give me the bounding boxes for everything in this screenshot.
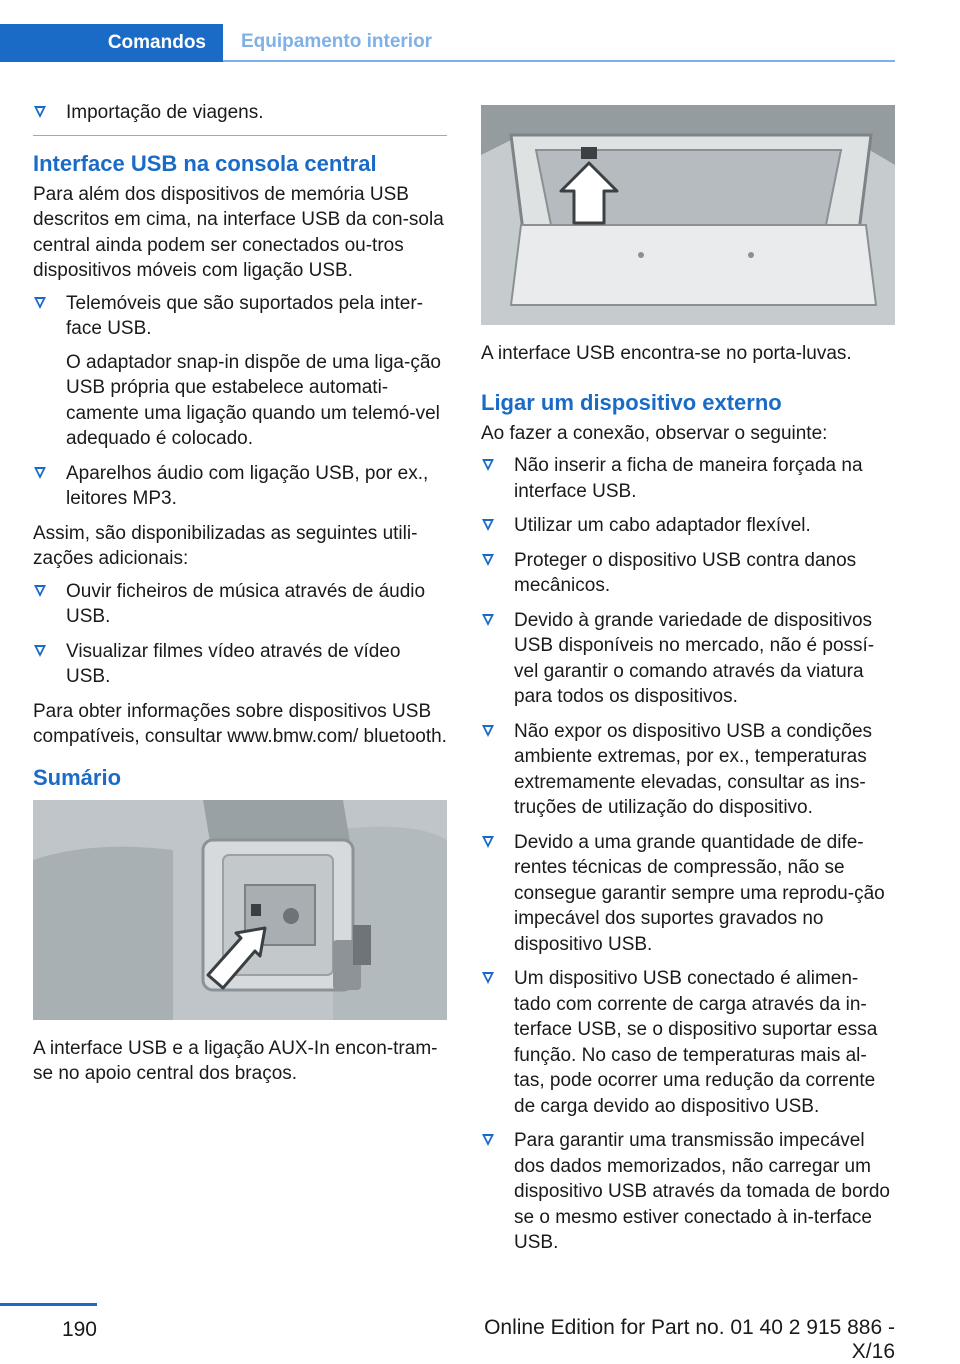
paragraph: Para obter informações sobre dispositivos USB compatíveis, consultar www.bmw.com/ bluetooth. <box>33 700 447 747</box>
list-item: Para garantir uma transmissão impecável dos dados memorizados, não carregar um dispositivo USB através da tomada de bordo se o mesmo estiver conectado à in-terface USB. <box>481 1128 895 1256</box>
paragraph: Ao fazer a conexão, observar o seguinte: <box>481 422 828 444</box>
glovebox-photo <box>481 105 895 325</box>
heading-usb-interface: Interface USB na consola central <box>33 150 377 176</box>
list-item: Utilizar um cabo adaptador flexível. <box>481 513 895 539</box>
heading-connect-device: Ligar um dispositivo externo <box>481 389 782 415</box>
triangle-bullet-icon <box>482 459 494 471</box>
list-item: Um dispositivo USB conectado é alimen-tado com corrente de carga através da in-terface USB, se o dispositivo suportar essa função. No caso de temperaturas mais al-tas, pode ocorrer uma redução da corrente de carga devido ao dispositivo USB. <box>481 966 895 1119</box>
triangle-bullet-icon <box>482 972 494 984</box>
triangle-bullet-icon <box>34 645 46 657</box>
list-item: Aparelhos áudio com ligação USB, por ex., leitores MP3. <box>33 461 447 512</box>
bullet-list-top <box>33 100 447 126</box>
triangle-bullet-icon <box>34 467 46 479</box>
list-item: Visualizar filmes vídeo através de vídeo USB. <box>33 639 447 690</box>
triangle-bullet-icon <box>34 106 46 118</box>
paragraph: Para além dos dispositivos de memória USB descritos em cima, na interface USB da con-sola central ainda podem ser conectados ou-tros dispositivos móveis com ligação USB. <box>33 183 444 281</box>
list-item: Proteger o dispositivo USB contra danos mecânicos. <box>481 548 895 599</box>
page-header <box>0 0 960 62</box>
list-item-note: O adaptador snap-in dispõe de uma liga-ção USB própria que estabelece automati-camente uma ligação quando um telemó-vel adequado é colocado. <box>66 351 441 449</box>
triangle-bullet-icon <box>482 1134 494 1146</box>
page-number: 190 <box>61 1318 97 1341</box>
right-column <box>481 105 895 1265</box>
list-item: Não expor os dispositivo USB a condições ambiente extremas, por ex., temperaturas extremamente elevadas, consultar as ins-truções de utilização do dispositivo. <box>481 719 895 821</box>
footer-rule <box>0 1303 97 1306</box>
list-item: Devido à grande variedade de dispositivos USB disponíveis no mercado, não é possí-vel garantir o comando através da viatura para todos os dispositivos. <box>481 608 895 710</box>
list-item: Telemóveis que são suportados pela inter-face USB. O adaptador snap-in dispõe de uma liga-ção USB própria que estabelece automati-camente uma ligação quando um telemó-vel adequado é colocado. <box>33 291 447 452</box>
triangle-bullet-icon <box>482 725 494 737</box>
section-tab-equipamento-interior: Equipamento interior <box>223 24 895 62</box>
bullet-list-uses <box>33 579 447 690</box>
triangle-bullet-icon <box>482 614 494 626</box>
triangle-bullet-icon <box>34 585 46 597</box>
list-item: Devido a uma grande quantidade de dife-rentes técnicas de compressão, não se consegue garantir sempre uma reprodu-ção impecável dos suportes gravados no dispositivo USB. <box>481 830 895 958</box>
list-item: Não inserir a ficha de maneira forçada na interface USB. <box>481 453 895 504</box>
list-item: Importação de viagens. <box>33 100 447 126</box>
triangle-bullet-icon <box>34 297 46 309</box>
heading-sumario: Sumário <box>33 764 122 790</box>
triangle-bullet-icon <box>482 519 494 531</box>
section-tab-comandos: Comandos <box>0 24 223 62</box>
figure-caption: A interface USB e a ligação AUX-In encon-tram-se no apoio central dos braços. <box>33 1037 438 1084</box>
left-column <box>33 100 447 1087</box>
bullet-list-devices <box>33 291 447 512</box>
triangle-bullet-icon <box>482 836 494 848</box>
divider <box>33 135 447 136</box>
list-item: Ouvir ficheiros de música através de áudio USB. <box>33 579 447 630</box>
center-console-photo <box>33 800 447 1020</box>
figure-caption: A interface USB encontra-se no porta-luvas. <box>481 343 852 364</box>
bullet-list-precautions <box>481 453 895 1256</box>
edition-note: Online Edition for Part no. 01 40 2 915 886 - X/16 <box>484 1316 895 1363</box>
paragraph: Assim, são disponibilizadas as seguintes utili-zações adicionais: <box>33 522 418 569</box>
triangle-bullet-icon <box>482 554 494 566</box>
